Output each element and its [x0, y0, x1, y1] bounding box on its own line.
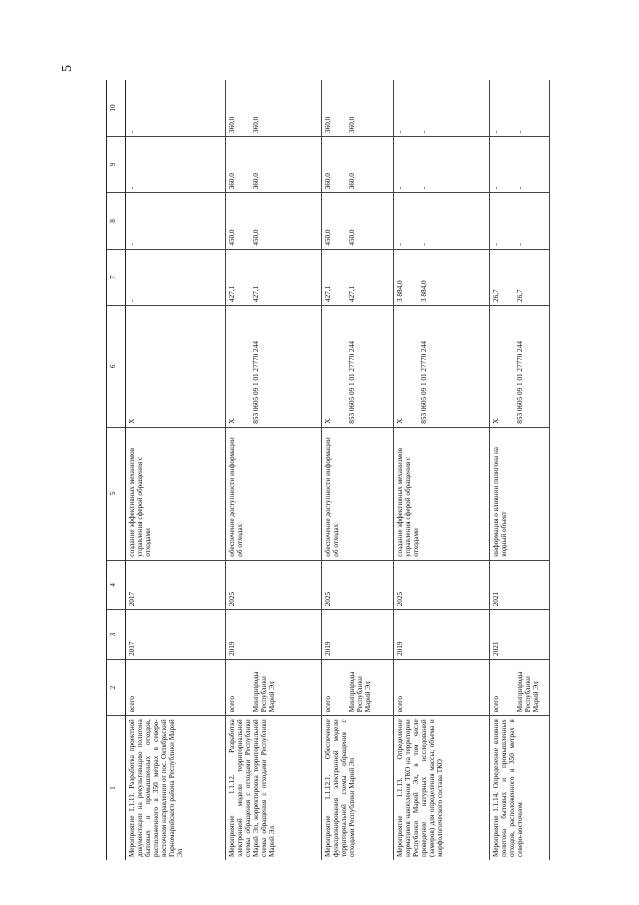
responsible-cell	[126, 659, 226, 715]
x-mark: X	[228, 418, 236, 424]
budget-code-cell	[394, 305, 490, 427]
amount-total: -	[128, 186, 136, 190]
amount-total: -	[396, 243, 404, 246]
col-header-9: 9	[107, 136, 126, 192]
budget-code-cell	[322, 305, 394, 427]
page-number: 5	[60, 65, 75, 72]
amount-total: 360,0	[228, 116, 236, 133]
amount-line: 360,0	[252, 116, 260, 133]
amount-total: 26,7	[492, 289, 500, 302]
x-mark: X	[128, 418, 136, 424]
amount-total: 360,0	[324, 173, 332, 190]
responsible-org: Минприроды Республики Марий Эл	[252, 671, 277, 713]
col-header-1: 1	[107, 716, 126, 860]
total-label: всего	[492, 696, 500, 713]
total-label: всего	[324, 696, 332, 713]
amount-total: -	[396, 130, 404, 133]
total-label: всего	[396, 696, 404, 713]
amount-cell	[490, 193, 550, 249]
expected-result: обеспечение доступности информации об отходах	[226, 427, 322, 560]
col-header-3: 3	[107, 610, 126, 660]
amount-total: -	[128, 130, 136, 133]
amount-line: -	[516, 243, 524, 246]
amount-line: 360,0	[348, 116, 356, 133]
x-mark: X	[324, 418, 332, 424]
amount-line: 26,7	[516, 289, 524, 302]
amount-cell	[394, 193, 490, 249]
amount-cell	[226, 136, 322, 192]
amount-line: -	[420, 130, 428, 133]
expected-result: обеспечение доступности информации об отходах	[322, 427, 394, 560]
table-row	[226, 80, 322, 860]
amount-total: 427,1	[228, 285, 236, 302]
table-row	[490, 80, 550, 860]
end-year: 2021	[490, 560, 550, 610]
col-header-7: 7	[107, 249, 126, 305]
amount-total: -	[396, 186, 404, 190]
table-row	[394, 80, 490, 860]
col-header-10: 10	[107, 80, 126, 136]
amount-cell	[226, 193, 322, 249]
amount-cell	[126, 80, 226, 136]
amount-cell	[226, 249, 322, 305]
x-mark: X	[492, 418, 500, 424]
amount-line: 450,0	[348, 229, 356, 246]
program-measures-table	[106, 80, 550, 860]
measure-name: Мероприятие 1.1.12. Разработка электронной модели территориальной схемы обращения с отходами Республики Марий Эл, корректировка территориальной схемы обращения с отходами Республики Марий Эл	[228, 719, 277, 857]
start-year: 2019	[226, 610, 322, 660]
responsible-org: Минприроды Республики Марий Эл	[348, 671, 373, 713]
amount-total: 3 884,0	[396, 280, 404, 302]
budget-code-cell	[226, 305, 322, 427]
amount-line: 360,0	[252, 173, 260, 190]
end-year: 2025	[322, 560, 394, 610]
amount-line: 427,1	[348, 285, 356, 302]
start-year: 2021	[490, 610, 550, 660]
amount-cell	[394, 80, 490, 136]
responsible-cell	[490, 659, 550, 715]
amount-cell	[322, 193, 394, 249]
budget-code: 853 0605 09 1 01 27770 244	[420, 341, 428, 424]
amount-cell	[394, 136, 490, 192]
responsible-cell	[322, 659, 394, 715]
amount-total: 360,0	[324, 116, 332, 133]
responsible-cell	[226, 659, 322, 715]
amount-cell	[126, 136, 226, 192]
start-year: 2019	[322, 610, 394, 660]
budget-code: 853 0605 09 1 01 27770 244	[348, 341, 356, 424]
x-mark: X	[396, 418, 404, 424]
column-number-header	[107, 80, 126, 860]
amount-cell	[322, 136, 394, 192]
measure-name: Мероприятие 1.1.12.1. Обеспечение функционирования электронной модели территориальной схемы обращения с отходами Республики Марий Эл	[324, 719, 357, 857]
amount-cell	[226, 80, 322, 136]
amount-cell	[322, 80, 394, 136]
measure-name: Мероприятие 1.1.11. Разработка проектной документации на рекультивацию полигона бытовых и промышленных отходов, расположенного в 350 метрах в северо-восточном направлении от пос. Октябрьский Горномарийского района Республики Марий Эл	[128, 719, 185, 857]
amount-total: 360,0	[228, 173, 236, 190]
expected-result: информация о влиянии полигона на водный объект	[490, 427, 550, 560]
col-header-8: 8	[107, 193, 126, 249]
amount-line: 450,0	[252, 229, 260, 246]
col-header-5: 5	[107, 427, 126, 560]
budget-code-cell	[126, 305, 226, 427]
start-year: 2017	[126, 610, 226, 660]
amount-line: 427,1	[252, 285, 260, 302]
budget-code-cell	[490, 305, 550, 427]
amount-cell	[490, 136, 550, 192]
amount-cell	[126, 193, 226, 249]
end-year: 2025	[226, 560, 322, 610]
responsible-org: Минприроды Республики Марий Эл	[516, 671, 541, 713]
amount-cell	[490, 80, 550, 136]
amount-total: -	[128, 299, 136, 302]
expected-result: создание эффективных механизмов управления сферой обращения с отходами	[126, 427, 226, 560]
responsible-cell	[394, 659, 490, 715]
measure-name: Мероприятие 1.1.14. Определение влияния полигона бытовых и промышленных отходов, расположенного в 350 метрах в северо-восточном	[492, 719, 525, 857]
amount-line: -	[420, 243, 428, 246]
budget-code: 853 0605 09 1 01 27770 244	[516, 341, 524, 424]
total-label: всего	[128, 696, 136, 713]
table-row	[126, 80, 226, 860]
col-header-4: 4	[107, 560, 126, 610]
amount-total: 427,1	[324, 285, 332, 302]
table-row	[322, 80, 394, 860]
amount-line: -	[516, 186, 524, 190]
measure-name: Мероприятие 1.1.13. Определение нормативов накопления ТКО на территории Республики Марий Эл, в том числе проведение натурных исследований (замеров) для определения массы, объема и морфологического состава ТКО	[396, 719, 445, 857]
amount-total: -	[492, 130, 500, 133]
end-year: 2025	[394, 560, 490, 610]
amount-cell	[322, 249, 394, 305]
amount-total: 450,0	[324, 229, 332, 246]
amount-line: -	[420, 186, 428, 190]
amount-total: -	[492, 243, 500, 246]
amount-line: -	[516, 130, 524, 133]
col-header-6: 6	[107, 305, 126, 427]
amount-cell	[490, 249, 550, 305]
expected-result: создание эффективных механизмов управления сферой обращения с отходами	[394, 427, 490, 560]
budget-code: 853 0605 09 1 01 27770 244	[252, 341, 260, 424]
rotated-table-container	[106, 80, 546, 860]
amount-line: 3 884,0	[420, 280, 428, 302]
amount-cell	[394, 249, 490, 305]
amount-line: 360,0	[348, 173, 356, 190]
amount-total: 450,0	[228, 229, 236, 246]
col-header-2: 2	[107, 659, 126, 715]
amount-cell	[126, 249, 226, 305]
total-label: всего	[228, 696, 236, 713]
amount-total: -	[128, 243, 136, 246]
amount-total: -	[492, 186, 500, 190]
end-year: 2017	[126, 560, 226, 610]
start-year: 2019	[394, 610, 490, 660]
